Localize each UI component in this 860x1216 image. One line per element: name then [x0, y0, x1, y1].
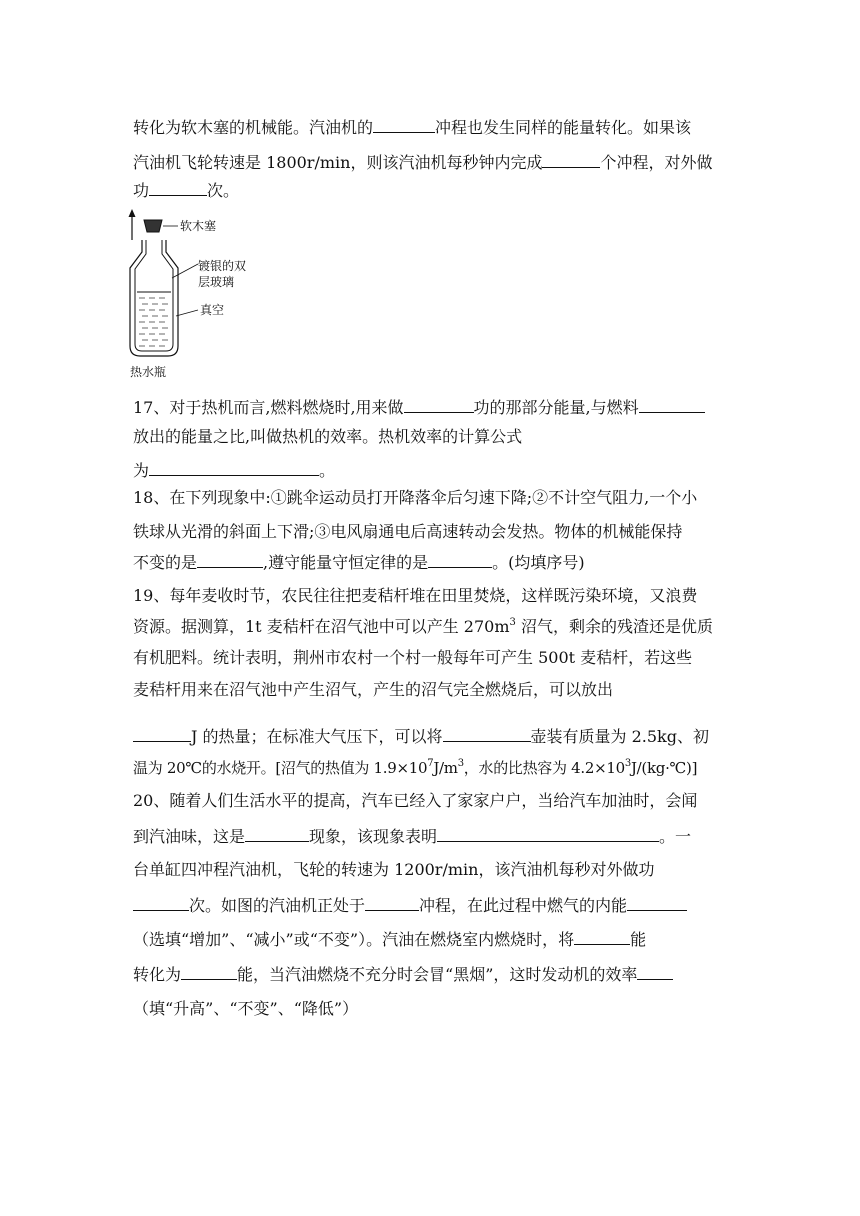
q19-line-6: [133, 758, 733, 778]
text: J 的热量；在标准大气压下，可以将: [191, 727, 443, 746]
text: 次。: [207, 181, 240, 200]
glass-label-line-2: 层玻璃: [198, 275, 235, 289]
answer-blank[interactable]: [197, 552, 263, 568]
answer-blank[interactable]: [627, 895, 687, 911]
answer-blank[interactable]: [181, 964, 237, 980]
q19-line-4: [133, 680, 733, 700]
superscript: 3: [457, 758, 464, 769]
text: 个冲程，对外做: [600, 153, 713, 172]
text: 冲程也发生同样的能量转化。如果该: [435, 118, 692, 137]
text: 有机肥料。统计表明，荆州市农村一个村一般每年可产生 500t 麦秸杆，若这些: [133, 648, 693, 667]
q20-line-6: [133, 964, 733, 985]
answer-blank[interactable]: [443, 726, 531, 742]
q17-line-2: [133, 427, 733, 447]
superscript: 3: [509, 616, 516, 628]
text: 不变的是: [133, 553, 198, 572]
q16-line-2: [133, 152, 733, 173]
answer-blank[interactable]: [637, 964, 673, 980]
text: 能，当汽油燃烧不充分时会冒“黑烟”，这时发动机的效率: [237, 965, 638, 984]
text: （选填“增加”、“减小”或“不变”）。汽油在燃烧室内燃烧时，将: [133, 930, 575, 949]
text: 17、对于热机而言,燃料燃烧时,用来做: [133, 398, 404, 417]
answer-blank[interactable]: [133, 726, 191, 742]
thermos-bottle-figure: [118, 206, 268, 382]
q18-line-2: [133, 522, 733, 542]
text: 18、在下列现象中:①跳伞运动员打开降落伞后匀速下降;②不计空气阻力,一个小: [133, 488, 698, 507]
answer-blank[interactable]: [542, 152, 600, 168]
text: 放出的能量之比,叫做热机的效率。热机效率的计算公式: [133, 427, 523, 446]
answer-blank[interactable]: [149, 180, 207, 196]
q20-line-7: [133, 999, 733, 1019]
q19-line-1: [133, 586, 733, 606]
text: 冲程，在此过程中燃气的内能: [419, 896, 628, 915]
q16-line-1: [133, 117, 733, 138]
text: 汽油机飞轮转速是 1800r/min，则该汽油机每秒钟内完成: [133, 153, 543, 172]
glass-label-line-1: 镀银的双: [198, 259, 247, 273]
text: 到汽油味，这是: [133, 827, 246, 846]
text: 沼气，剩余的残渣还是优质: [515, 617, 713, 636]
superscript: 3: [624, 758, 631, 769]
q17-line-1: [133, 397, 733, 418]
answer-blank[interactable]: [133, 895, 189, 911]
answer-blank[interactable]: [437, 826, 659, 842]
text: 20、随着人们生活水平的提高，汽车已经入了家家户户，当给汽车加油时，会闻: [133, 791, 698, 810]
text: ,遵守能量守恒定律的是: [263, 553, 429, 572]
text: 。: [319, 461, 336, 480]
q20-line-5: [133, 929, 733, 950]
text: 温为 20℃的水烧开。[沼气的热值为 1.9×10: [133, 759, 428, 777]
answer-blank[interactable]: [574, 929, 630, 945]
answer-blank[interactable]: [149, 460, 319, 476]
q19-line-3: [133, 648, 733, 668]
q17-line-3: [133, 460, 733, 481]
q20-line-2: [133, 826, 733, 847]
q16-line-3: [133, 180, 733, 201]
superscript: 7: [427, 758, 434, 769]
answer-blank[interactable]: [365, 895, 419, 911]
answer-blank[interactable]: [639, 397, 705, 413]
text: 资源。据测算，1t 麦秸杆在沼气池中可以产生 270m: [133, 617, 510, 636]
q18-line-1: [133, 488, 733, 508]
text: 为: [133, 461, 150, 480]
text: 转化为: [133, 965, 182, 984]
vacuum-label: 真空: [200, 303, 225, 317]
q20-line-1: [133, 791, 733, 811]
text: 功: [133, 181, 150, 200]
text: （填“升高”、“不变”、“降低”）: [133, 999, 359, 1018]
text: 铁球从光滑的斜面上下滑;③电风扇通电后高速转动会发热。物体的机械能保持: [133, 522, 683, 541]
text: J/(kg·℃)]: [630, 759, 698, 777]
text: 转化为软木塞的机械能。汽油机的: [133, 118, 374, 137]
q18-line-3: [133, 552, 733, 573]
bottle-label: 热水瓶: [130, 365, 167, 379]
text: J/m: [433, 759, 458, 777]
q20-line-3: [133, 860, 733, 880]
cork-label: 软木塞: [180, 219, 217, 233]
text: 19、每年麦收时节，农民往往把麦秸杆堆在田里焚烧，这样既污染环境，又浪费: [133, 586, 698, 605]
answer-blank[interactable]: [373, 117, 435, 133]
text: 台单缸四冲程汽油机，飞轮的转速为 1200r/min，该汽油机每秒对外做功: [133, 860, 655, 879]
text: 次。如图的汽油机正处于: [189, 896, 366, 915]
q20-line-4: [133, 895, 733, 916]
q19-line-2: [133, 617, 733, 637]
text: 壶装有质量为 2.5kg、初: [530, 727, 709, 746]
text: ，水的比热容为 4.2×10: [463, 759, 625, 777]
answer-blank[interactable]: [245, 826, 309, 842]
answer-blank[interactable]: [404, 397, 474, 413]
text: 。一: [659, 827, 692, 846]
q19-line-5: [133, 726, 733, 747]
text: 麦秸杆用来在沼气池中产生沼气，产生的沼气完全燃烧后，可以放出: [133, 680, 614, 699]
text: 能: [630, 930, 647, 949]
text: 功的那部分能量,与燃料: [473, 398, 639, 417]
text: 现象，该现象表明: [309, 827, 438, 846]
answer-blank[interactable]: [428, 552, 492, 568]
text: 。(均填序号): [492, 553, 585, 572]
